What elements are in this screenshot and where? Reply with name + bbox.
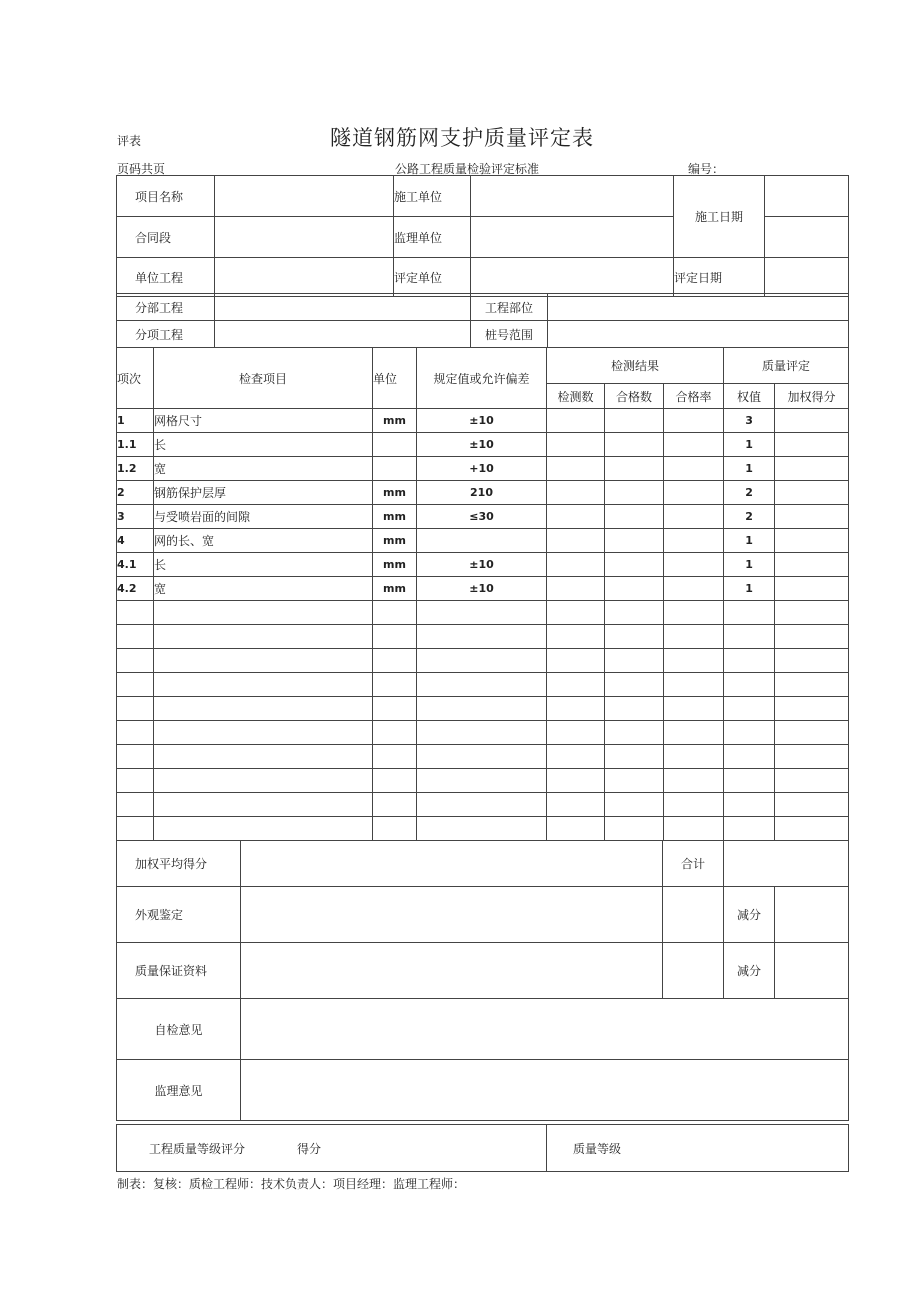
empty-cell[interactable] — [417, 721, 547, 745]
empty-cell[interactable] — [117, 697, 154, 721]
evaluation-date-value[interactable] — [765, 258, 849, 297]
empty-cell[interactable] — [775, 601, 849, 625]
row-weighted-score[interactable] — [775, 577, 849, 601]
empty-cell[interactable] — [724, 793, 775, 817]
empty-cell[interactable] — [605, 649, 664, 673]
empty-cell[interactable] — [724, 649, 775, 673]
empty-cell[interactable] — [117, 601, 154, 625]
row-item: 钢筋保护层厚 — [154, 481, 373, 505]
empty-cell[interactable] — [775, 793, 849, 817]
row-unit: mm — [373, 505, 417, 529]
row-seq: 4 — [117, 529, 154, 553]
row-unit: mm — [373, 529, 417, 553]
row-weighted-score[interactable] — [775, 409, 849, 433]
grade-table — [116, 1124, 849, 1172]
empty-cell[interactable] — [724, 697, 775, 721]
empty-cell[interactable] — [373, 649, 417, 673]
table-row — [117, 529, 849, 553]
construction-date-label: 施工日期 — [674, 176, 765, 258]
empty-cell[interactable] — [547, 649, 605, 673]
empty-cell[interactable] — [373, 673, 417, 697]
station-range-value[interactable] — [548, 321, 849, 348]
row-pass-count[interactable] — [605, 505, 664, 529]
row-pass-rate[interactable] — [664, 409, 724, 433]
page-title: 隧道钢筋网支护质量评定表 — [330, 126, 594, 150]
empty-cell[interactable] — [664, 625, 724, 649]
weighted-avg-label: 加权平均得分 — [117, 841, 241, 887]
project-name-value[interactable] — [215, 176, 394, 217]
construction-unit-value[interactable] — [471, 176, 674, 217]
row-pass-count[interactable] — [605, 433, 664, 457]
table-row — [117, 577, 849, 601]
project-location-value[interactable] — [548, 294, 849, 321]
standard-label: 公路工程质量检验评定标准 — [395, 162, 540, 176]
table-row — [117, 409, 849, 433]
empty-cell[interactable] — [724, 769, 775, 793]
row-weight: 1 — [724, 457, 775, 481]
row-item: 长 — [154, 553, 373, 577]
empty-cell[interactable] — [775, 673, 849, 697]
row-weighted-score[interactable] — [775, 481, 849, 505]
table-row — [117, 481, 849, 505]
empty-cell[interactable] — [373, 745, 417, 769]
row-item: 宽 — [154, 457, 373, 481]
row-unit: mm — [373, 409, 417, 433]
row-count[interactable] — [547, 457, 605, 481]
empty-cell[interactable] — [154, 649, 373, 673]
empty-cell[interactable] — [117, 769, 154, 793]
empty-cell[interactable] — [605, 793, 664, 817]
row-weighted-score[interactable] — [775, 457, 849, 481]
count-header: 检测数 — [547, 384, 605, 409]
table-row — [117, 505, 849, 529]
empty-cell[interactable] — [664, 601, 724, 625]
contract-section-value[interactable] — [215, 217, 394, 258]
self-check-value[interactable] — [241, 999, 849, 1060]
empty-cell[interactable] — [547, 769, 605, 793]
row-weighted-score[interactable] — [775, 505, 849, 529]
empty-cell[interactable] — [154, 817, 373, 841]
check-item-header: 检查项目 — [154, 348, 373, 409]
empty-cell[interactable] — [547, 721, 605, 745]
empty-cell[interactable] — [775, 817, 849, 841]
empty-cell[interactable] — [154, 721, 373, 745]
total-value[interactable] — [724, 841, 849, 887]
row-spec: ±10 — [417, 577, 547, 601]
empty-cell[interactable] — [664, 673, 724, 697]
quality-grade-label: 质量等级 — [573, 1141, 622, 1156]
empty-row — [117, 625, 849, 649]
empty-row — [117, 601, 849, 625]
empty-cell[interactable] — [724, 745, 775, 769]
construction-date-value[interactable] — [765, 176, 849, 217]
deduction-label-1: 减分 — [724, 887, 775, 943]
station-range-label: 桩号范围 — [471, 321, 548, 348]
empty-cell[interactable] — [664, 697, 724, 721]
row-count[interactable] — [547, 577, 605, 601]
empty-cell[interactable] — [154, 793, 373, 817]
evaluation-date-label: 评定日期 — [674, 258, 765, 297]
construction-unit-label: 施工单位 — [394, 176, 471, 217]
empty-cell[interactable] — [605, 673, 664, 697]
row-spec: ≤30 — [417, 505, 547, 529]
quality-docs-label: 质量保证资料 — [117, 943, 241, 999]
empty-cell[interactable] — [547, 625, 605, 649]
empty-cell[interactable] — [664, 817, 724, 841]
empty-cell[interactable] — [117, 817, 154, 841]
row-count[interactable] — [547, 553, 605, 577]
division-project-value[interactable] — [215, 294, 471, 321]
empty-cell[interactable] — [724, 673, 775, 697]
empty-cell[interactable] — [417, 649, 547, 673]
empty-cell[interactable] — [417, 697, 547, 721]
row-weighted-score[interactable] — [775, 553, 849, 577]
row-seq: 1 — [117, 409, 154, 433]
table-row — [117, 553, 849, 577]
empty-cell[interactable] — [775, 649, 849, 673]
weighted-score-header: 加权得分 — [775, 384, 849, 409]
evaluation-unit-value[interactable] — [471, 258, 674, 297]
empty-row — [117, 697, 849, 721]
empty-cell[interactable] — [417, 625, 547, 649]
subitem-project-label: 分项工程 — [117, 321, 215, 348]
row-pass-count[interactable] — [605, 553, 664, 577]
grade-eval-cell[interactable] — [117, 1125, 547, 1172]
row-seq: 1.1 — [117, 433, 154, 457]
empty-cell[interactable] — [775, 745, 849, 769]
division-project-label: 分部工程 — [117, 294, 215, 321]
row-item: 网格尺寸 — [154, 409, 373, 433]
row-weight: 2 — [724, 481, 775, 505]
empty-cell[interactable] — [664, 745, 724, 769]
row-count[interactable] — [547, 409, 605, 433]
row-item: 网的长、宽 — [154, 529, 373, 553]
row-count[interactable] — [547, 481, 605, 505]
empty-cell[interactable] — [775, 697, 849, 721]
unit-project-value[interactable] — [215, 258, 394, 297]
row-spec — [417, 529, 547, 553]
empty-cell[interactable] — [605, 721, 664, 745]
empty-row — [117, 721, 849, 745]
deduction-value-1[interactable] — [775, 887, 849, 943]
row-spec: ±10 — [417, 409, 547, 433]
form-label: 评表 — [117, 134, 142, 148]
row-weighted-score[interactable] — [775, 433, 849, 457]
spec-header: 规定值或允许偏差 — [417, 348, 547, 409]
empty-cell[interactable] — [664, 649, 724, 673]
subitem-project-value[interactable] — [215, 321, 471, 348]
quality-grade-cell[interactable] — [547, 1125, 849, 1172]
summary-table — [116, 840, 849, 1121]
empty-cell[interactable] — [775, 769, 849, 793]
row-spec: +10 — [417, 457, 547, 481]
row-seq: 2 — [117, 481, 154, 505]
empty-cell[interactable] — [605, 697, 664, 721]
empty-cell[interactable] — [605, 601, 664, 625]
empty-cell[interactable] — [117, 673, 154, 697]
row-item: 宽 — [154, 577, 373, 601]
supervision-unit-value[interactable] — [471, 217, 674, 258]
row-spec: ±10 — [417, 553, 547, 577]
empty-cell[interactable] — [547, 601, 605, 625]
empty-row — [117, 793, 849, 817]
empty-cell[interactable] — [117, 649, 154, 673]
empty-cell[interactable] — [154, 625, 373, 649]
empty-cell[interactable] — [664, 793, 724, 817]
pass-rate-header: 合格率 — [664, 384, 724, 409]
empty-cell[interactable] — [664, 769, 724, 793]
row-pass-count[interactable] — [605, 481, 664, 505]
info-table — [116, 175, 849, 297]
empty-cell[interactable] — [605, 625, 664, 649]
results-header: 检测结果 — [547, 348, 724, 384]
self-check-label: 自检意见 — [117, 999, 241, 1060]
empty-cell[interactable] — [373, 601, 417, 625]
quality-docs-blank[interactable] — [663, 943, 724, 999]
row-seq: 4.2 — [117, 577, 154, 601]
row-weight: 2 — [724, 505, 775, 529]
table-row — [117, 457, 849, 481]
row-spec: 210 — [417, 481, 547, 505]
empty-cell[interactable] — [417, 745, 547, 769]
row-unit: mm — [373, 481, 417, 505]
row-item: 长 — [154, 433, 373, 457]
empty-cell[interactable] — [547, 697, 605, 721]
page-count-label: 页码共页 — [117, 162, 166, 176]
empty-cell[interactable] — [154, 697, 373, 721]
row-count[interactable] — [547, 529, 605, 553]
deduction-value-2[interactable] — [775, 943, 849, 999]
table-row — [117, 433, 849, 457]
project-name-label: 项目名称 — [117, 176, 215, 217]
supervision-opinion-value[interactable] — [241, 1060, 849, 1121]
row-pass-rate[interactable] — [664, 433, 724, 457]
empty-cell[interactable] — [605, 817, 664, 841]
empty-cell[interactable] — [117, 745, 154, 769]
quality-eval-header: 质量评定 — [724, 348, 849, 384]
empty-cell[interactable] — [547, 817, 605, 841]
row-weight: 1 — [724, 553, 775, 577]
empty-row — [117, 769, 849, 793]
division-table — [116, 293, 849, 348]
empty-cell[interactable] — [775, 625, 849, 649]
row-weight: 1 — [724, 433, 775, 457]
empty-cell[interactable] — [154, 673, 373, 697]
row-pass-rate[interactable] — [664, 577, 724, 601]
empty-cell[interactable] — [373, 721, 417, 745]
empty-cell[interactable] — [547, 745, 605, 769]
empty-cell[interactable] — [547, 673, 605, 697]
empty-cell[interactable] — [373, 625, 417, 649]
row-pass-count[interactable] — [605, 457, 664, 481]
empty-cell[interactable] — [373, 769, 417, 793]
empty-cell[interactable] — [373, 697, 417, 721]
row-seq: 3 — [117, 505, 154, 529]
total-label: 合计 — [663, 841, 724, 887]
row-unit: mm — [373, 577, 417, 601]
project-location-label: 工程部位 — [471, 294, 548, 321]
row-count[interactable] — [547, 505, 605, 529]
inspection-table — [116, 347, 849, 841]
weighted-avg-value[interactable] — [241, 841, 663, 887]
row-weight: 1 — [724, 577, 775, 601]
empty-cell[interactable] — [417, 793, 547, 817]
deduction-label-2: 减分 — [724, 943, 775, 999]
empty-cell[interactable] — [775, 721, 849, 745]
empty-cell[interactable] — [605, 745, 664, 769]
row-seq: 4.1 — [117, 553, 154, 577]
appearance-blank[interactable] — [663, 887, 724, 943]
unit-project-label: 单位工程 — [117, 258, 215, 297]
row-unit: mm — [373, 553, 417, 577]
row-item: 与受喷岩面的间隙 — [154, 505, 373, 529]
empty-row — [117, 817, 849, 841]
row-count[interactable] — [547, 433, 605, 457]
row-pass-count[interactable] — [605, 409, 664, 433]
row-pass-rate[interactable] — [664, 481, 724, 505]
row-weight: 3 — [724, 409, 775, 433]
grade-eval-label: 工程质量等级评分 — [149, 1141, 246, 1156]
score-label: 得分 — [297, 1141, 322, 1156]
row-pass-count[interactable] — [605, 577, 664, 601]
pass-count-header: 合格数 — [605, 384, 664, 409]
empty-cell[interactable] — [373, 817, 417, 841]
row-unit — [373, 457, 417, 481]
empty-cell[interactable] — [373, 793, 417, 817]
row-pass-rate[interactable] — [664, 529, 724, 553]
empty-cell[interactable] — [724, 721, 775, 745]
empty-cell[interactable] — [664, 721, 724, 745]
empty-cell[interactable] — [724, 817, 775, 841]
empty-cell[interactable] — [117, 793, 154, 817]
seq-header: 项次 — [117, 348, 154, 409]
empty-cell[interactable] — [417, 769, 547, 793]
empty-cell[interactable] — [154, 745, 373, 769]
contract-section-label: 合同段 — [117, 217, 215, 258]
signatures-line: 制表：复核：质检工程师：技术负责人：项目经理：监理工程师： — [117, 1177, 466, 1191]
empty-cell[interactable] — [154, 769, 373, 793]
supervision-unit-label: 监理单位 — [394, 217, 471, 258]
empty-row — [117, 649, 849, 673]
row-spec: ±10 — [417, 433, 547, 457]
empty-cell[interactable] — [547, 793, 605, 817]
empty-cell[interactable] — [417, 817, 547, 841]
row-pass-rate[interactable] — [664, 457, 724, 481]
row-weight: 1 — [724, 529, 775, 553]
empty-cell[interactable] — [724, 601, 775, 625]
empty-cell[interactable] — [417, 601, 547, 625]
row-pass-rate[interactable] — [664, 553, 724, 577]
empty-cell[interactable] — [154, 601, 373, 625]
empty-cell[interactable] — [605, 769, 664, 793]
weight-header: 权值 — [724, 384, 775, 409]
empty-row — [117, 673, 849, 697]
evaluation-unit-label: 评定单位 — [394, 258, 471, 297]
empty-cell[interactable] — [117, 721, 154, 745]
unit-header: 单位 — [373, 348, 417, 409]
supervision-opinion-label: 监理意见 — [117, 1060, 241, 1121]
row-pass-rate[interactable] — [664, 505, 724, 529]
row-weighted-score[interactable] — [775, 529, 849, 553]
empty-cell[interactable] — [724, 625, 775, 649]
empty-cell[interactable] — [417, 673, 547, 697]
appearance-label: 外观鉴定 — [117, 887, 241, 943]
quality-docs-value[interactable] — [241, 943, 663, 999]
row-unit — [373, 433, 417, 457]
code-label: 编号： — [688, 162, 725, 176]
row-pass-count[interactable] — [605, 529, 664, 553]
row-seq: 1.2 — [117, 457, 154, 481]
construction-date-value-2[interactable] — [765, 217, 849, 258]
appearance-value[interactable] — [241, 887, 663, 943]
empty-cell[interactable] — [117, 625, 154, 649]
empty-row — [117, 745, 849, 769]
